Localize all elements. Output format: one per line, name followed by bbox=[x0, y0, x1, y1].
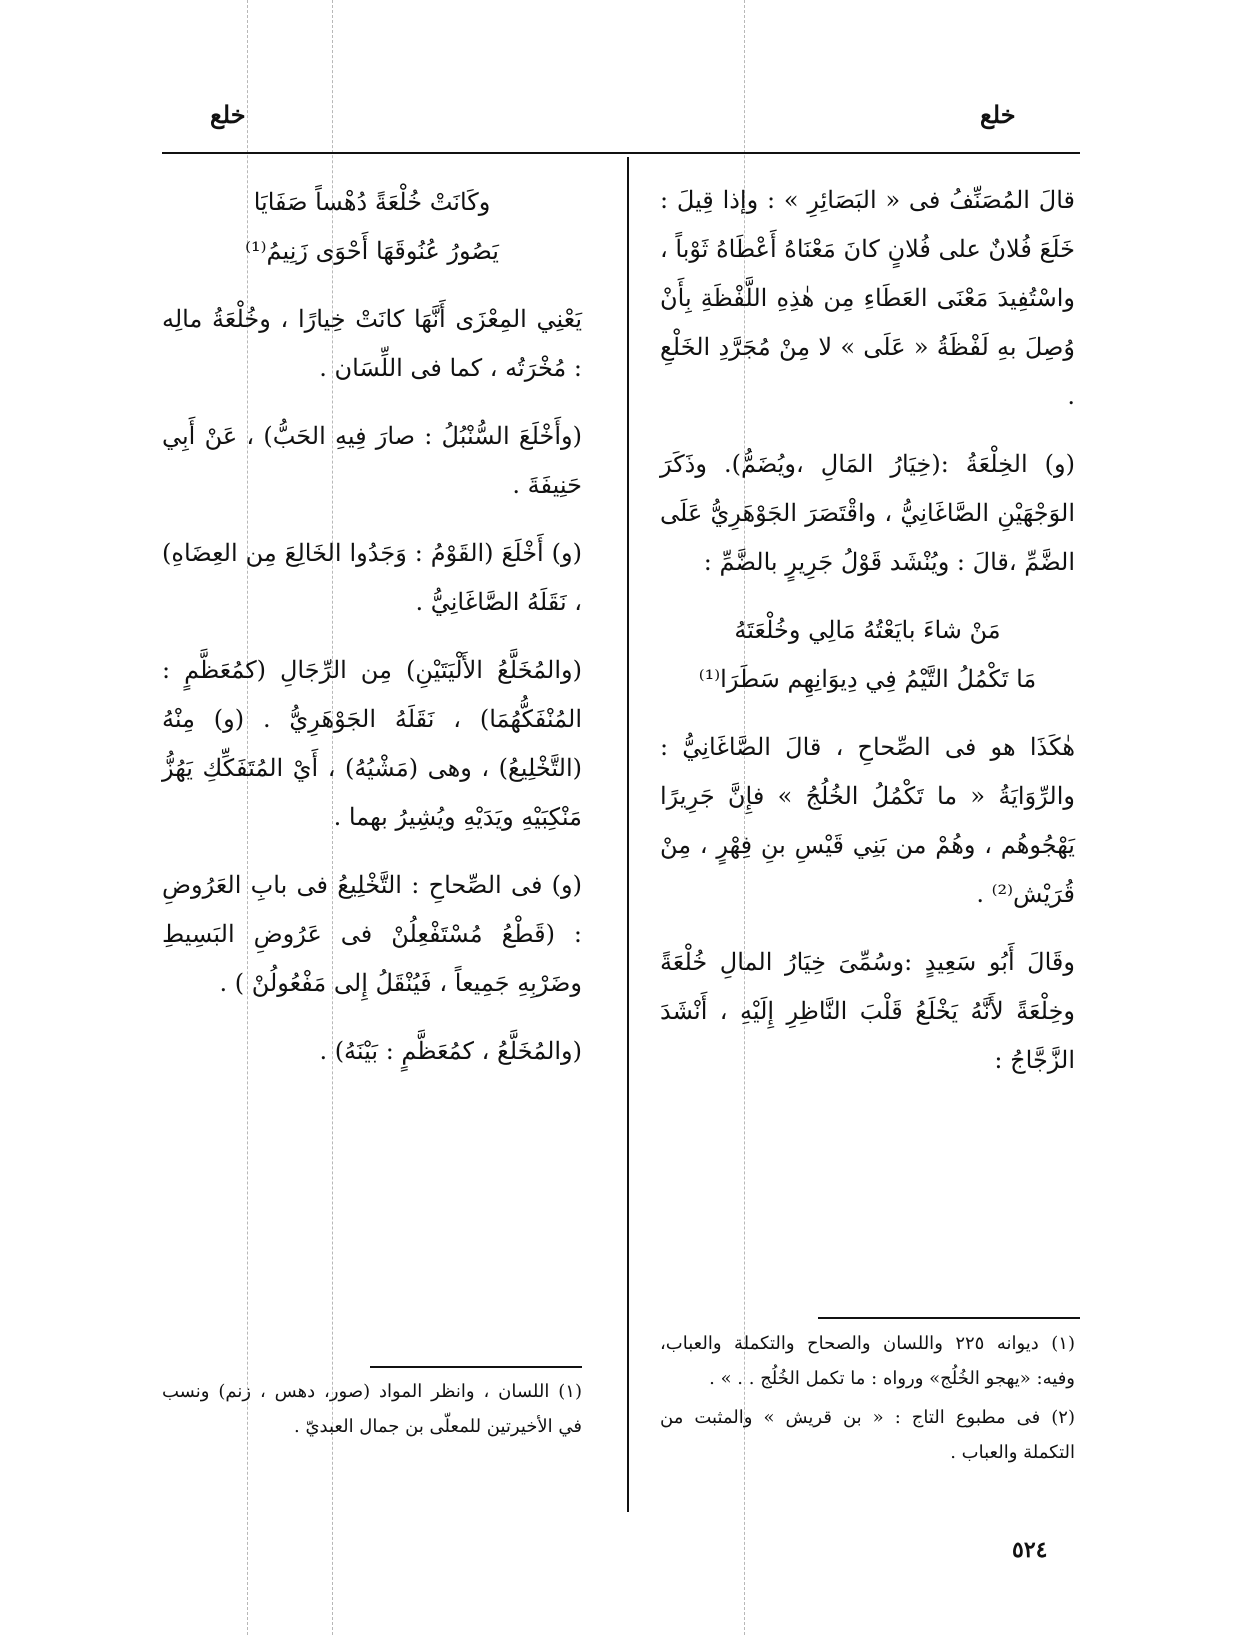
footnote-1: (١) ديوانه ٢٢٥ واللسان والصحاح والتكملة والعباب، وفيه: «يهجو الخُلُج» ورواه : ما تكمل الخُلُج . . » . bbox=[660, 1333, 1075, 1389]
left-column bbox=[162, 178, 582, 1095]
paragraph-khil-a: (و) الخِلْعَةُ :(خِيَارُ المَالِ ،ويُضَمُّ). وذَكَرَ الوَجْهَيْنِ الصَّاغَانِيُّ ، واقْتَصَرَ الجَوْهَرِيُّ عَلَى الضَّمِّ ،قالَ : ويُنْشَد قَوْلُ جَرِيرٍ بالضَّمِّ : bbox=[660, 450, 1075, 576]
paragraph-basair: قالَ المُصَنِّفُ فى « البَصَائِرِ » : وإذا قِيلَ : خَلَعَ فُلانٌ على فُلانٍ كانَ مَعْنَاهُ أَعْطَاهُ ثَوْباً ، واسْتُفِيدَ مَعْنَى العَطَاءِ مِن هٰذِهِ اللَّفْظَةِ بِأَنْ وُصِلَ بهِ لَفْظَةُ « عَلَى » لا مِنْ مُجَرَّدِ الخَلْعِ . bbox=[660, 186, 1075, 410]
paragraph-akhla-qawm: (و) أَخْلَعَ (القَوْمُ : وَجَدُوا الخَالِعَ مِن العِضَاهِ) ، نَقَلَهُ الصَّاغَانِيُّ . bbox=[162, 539, 582, 616]
right-footnotes bbox=[660, 1326, 1075, 1474]
verse-line-2: مَا تَكْمُلُ التَّيْمُ فِي دِيوَانِهِم سَطَرَا⁽¹⁾ bbox=[698, 665, 1037, 693]
right-column bbox=[660, 176, 1075, 1104]
paragraph-mukhalla: (والمُخَلَّعُ الأَلْيَتَيْنِ) مِن الرِّجَالِ (كمُعَظَّمٍ : المُنْفَكُّهُمَا) ، نَقَلَهُ الجَوْهَرِيُّ . (و) مِنْهُ (التَّخْلِيعُ) ، وهى (مَشْيُهُ) ، أَيْ المُتَفَكِّكِ يَهُزُّ مَنْكِبَيْهِ ويَدَيْهِ ويُشِيرُ بهما . bbox=[162, 656, 582, 831]
paragraph-sihah: هٰكَذَا هو فى الصِّحاحِ ، قالَ الصَّاغَانِيُّ : والرِّوَايَةُ « ما تَكْمُلُ الخُلُجُ » فإِنَّ جَرِيرًا يَهْجُوهُم ، وهُمْ من بَنِي قَيْسِ بنِ فِهْرٍ ، مِنْ قُرَيْش⁽²⁾ . bbox=[660, 733, 1075, 908]
footnote-2: (٢) فى مطبوع التاج : « بن قريش » والمثبت من التكملة والعباب . bbox=[660, 1407, 1075, 1463]
left-footnotes bbox=[162, 1374, 582, 1448]
verse-line-2: يَصُورُ عُنُوقَهَا أَحْوَى زَنِيمُ⁽¹⁾ bbox=[245, 237, 499, 265]
paragraph-takhli: (و) فى الصِّحاحِ : التَّخْلِيعُ فى بابِ العَرُوضِ : (قَطْعُ مُسْتَفْعِلُنْ فى عَرُوضِ البَسِيطِ وضَرْبِهِ جَمِيعاً ، فَيُنْقَلُ إِلى مَفْعُولُنْ ) . bbox=[162, 871, 582, 997]
verse-line-1: مَنْ شاءَ بايَعْتُهُ مَالِي وخُلْعَتَهُ bbox=[734, 616, 1001, 644]
verse-zajjaj bbox=[162, 178, 582, 276]
verse-line-1: وكَانَتْ خُلْعَةً دُهْساً صَفَايَا bbox=[253, 188, 491, 216]
paragraph-mi-za: يَعْنِي المِعْزَى أَنَّهَا كانَتْ خِيارًا ، وخُلْعَةُ مالِه : مُخْرَتُه ، كما فى اللِّسَان . bbox=[162, 305, 582, 382]
verse-jarir bbox=[660, 606, 1075, 704]
column-divider bbox=[627, 157, 629, 1512]
footnote-rule-left bbox=[370, 1366, 582, 1368]
footnote-rule-right bbox=[818, 1317, 1080, 1319]
page-number: ٥٢٤ bbox=[1012, 1537, 1048, 1563]
paragraph-abu-said: وقَالَ أَبُو سَعِيدٍ :وسُمِّىَ خِيَارُ المالِ خُلْعَةً وخِلْعَةً لأَنَّهُ يَخْلَعُ قَلْبَ النَّاظِرِ إِلَيْهِ ، أَنْشَدَ الزَّجَّاجُ : bbox=[660, 948, 1075, 1074]
running-header-right: خلع bbox=[980, 100, 1016, 129]
paragraph-akhla-sunbul: (وأَخْلَعَ السُّنْبُلُ : صارَ فِيهِ الحَبُّ) ، عَنْ أَبِي حَنِيفَةَ . bbox=[162, 422, 582, 499]
paragraph-baytuh: (والمُخَلَّعُ ، كمُعَظَّمٍ : بَيْنَهُ) . bbox=[319, 1037, 582, 1065]
header-rule bbox=[162, 152, 1080, 154]
running-header-left: خلع bbox=[210, 100, 246, 129]
footnote-1: (١) اللسان ، وانظر المواد (صور، دهس ، زنم) ونسب في الأخيرتين للمعلّى بن جمال العبديّ . bbox=[162, 1381, 582, 1437]
